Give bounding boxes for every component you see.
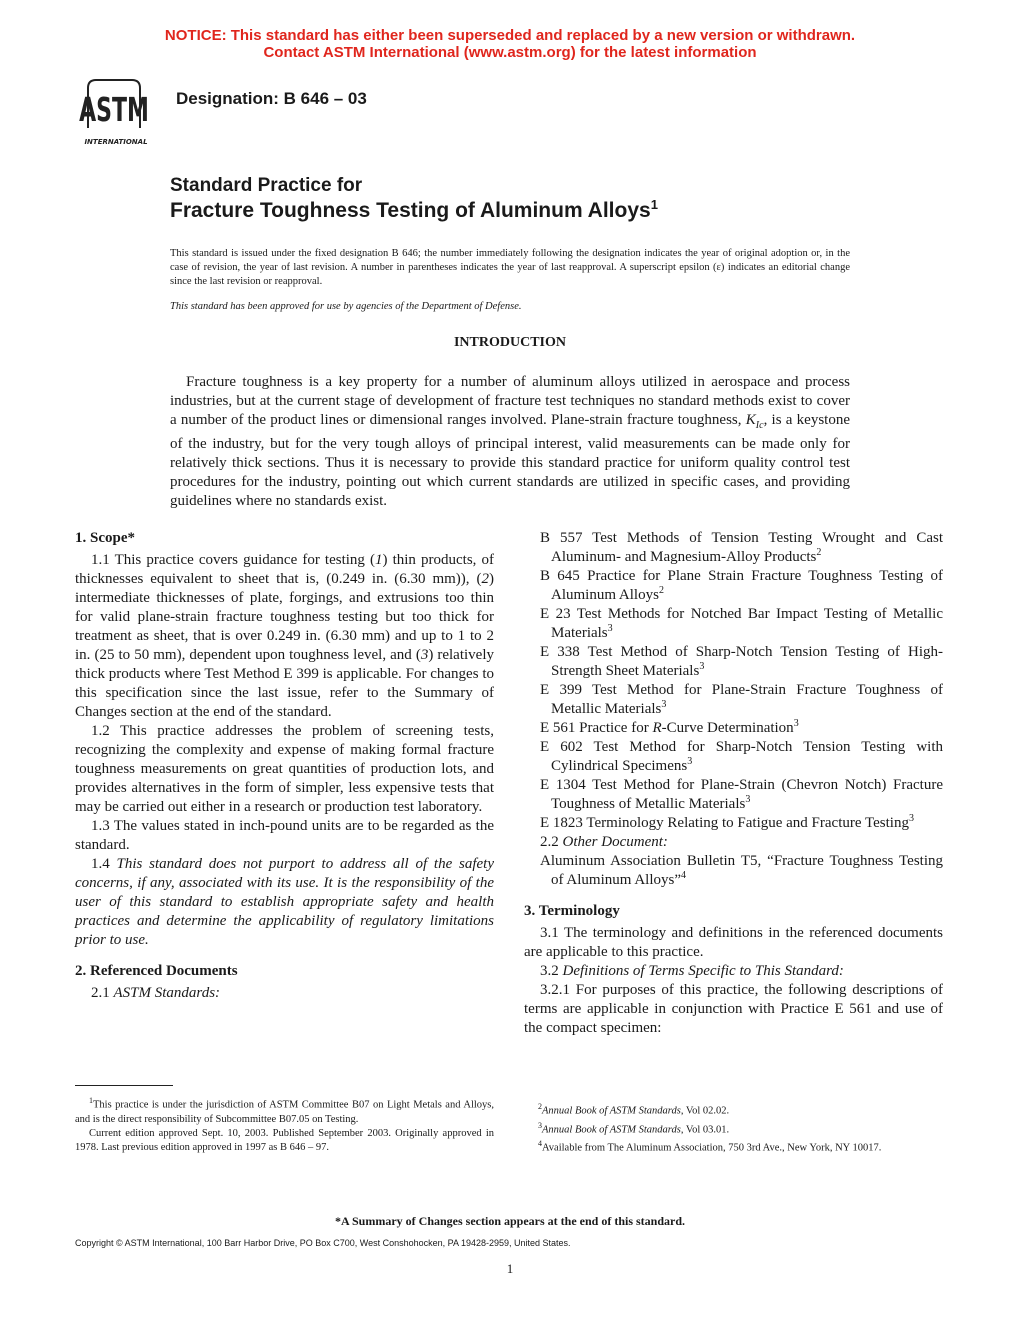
astm-logo-icon <box>70 76 162 148</box>
ref-item: B 557 Test Methods of Tension Testing Wrought and Cast Aluminum- and Magnesium-Alloy Products$^2$ <box>540 530 943 565</box>
designation: Designation: B 646 – 03 <box>176 89 367 108</box>
scope-1-3: 1.3 The values stated in inch-pound units are to be regarded as the standard. <box>75 818 494 853</box>
title-line-1: Standard Practice for <box>170 175 363 196</box>
title-footnote-mark: 1 <box>650 197 658 212</box>
terminology-heading: 3. Terminology <box>524 903 620 919</box>
notice-line-2: Contact ASTM International (www.astm.org) for the latest information <box>263 44 757 61</box>
left-column <box>75 529 494 1003</box>
introduction-heading: INTRODUCTION <box>453 335 566 350</box>
other-document-heading: 2.2 Other Document: <box>540 834 668 850</box>
summary-note: *A Summary of Changes section appears at the end of this standard. <box>334 1214 686 1228</box>
scope-1-2: 1.2 This practice addresses the problem of screening tests, recognizing the complexity and expense of making formal fracture toughness measurements on great quantities of production lots, and provides alternatives in the form of simpler, less expensive tests that may be carried out either in a research or production test laboratory. <box>75 723 494 815</box>
intro-text-a: Fracture toughness is a key property for a number of aluminum alloys utilized in aerospace and process industries, but at the current stage of development of fracture test techniques no standard methods exist to cover a number of the product lines or dimensional ranges involved. Plane-strain fracture toughness, <box>170 374 850 428</box>
k-symbol: K <box>745 412 756 428</box>
page-number: 1 <box>506 1261 514 1276</box>
referenced-heading: 2. Referenced Documents <box>75 963 238 979</box>
scope-1-1: 1.1 This practice covers guidance for testing (1) thin products, of thicknesses equivalent to sheet that is, (0.249 in. (6.30 mm)), (2) intermediate thicknesses of plate, forgings, and extrusions too thin for valid plane-strain fracture toughness testing but too thick for treatment as sheet, that is over 0.249 in. (6.30 mm) and up to 1 to 2 in. (25 to 50 mm), dependent upon toughness level, and (3) relatively thick products where Test Method E 399 is applicable. For changes to this specification since the last issue, refer to the Summary of Changes section at the end of the standard. <box>75 552 494 720</box>
footnotes-right <box>524 1100 943 1156</box>
ref-item-e561: E 561 Practice for R-Curve Determination$^3$ <box>540 718 799 736</box>
ref-item: B 645 Practice for Plane Strain Fracture Toughness Testing of Aluminum Alloys$^2$ <box>540 568 943 603</box>
ref-item: E 1823 Terminology Relating to Fatigue and Fracture Testing$^3$ <box>540 813 914 831</box>
ref-item: E 399 Test Method for Plane-Strain Fracture Toughness of Metallic Materials$^3$ <box>540 682 943 717</box>
footnote-1-edition: Current edition approved Sept. 10, 2003. Published September 2003. Originally approved in 1978. Last previous edition approved in 1997 as B 646 – 97. <box>75 1127 494 1153</box>
withdrawal-notice <box>0 27 1020 61</box>
ref-item: E 338 Test Method of Sharp-Notch Tension Testing of High-Strength Sheet Materials$^3$ <box>540 644 943 679</box>
terminology-3-1: 3.1 The terminology and definitions in the referenced documents are applicable to this practice. <box>524 925 943 960</box>
issued-note: This standard is issued under the fixed designation B 646; the number immediately following the designation indicates the year of original adoption or, in the case of revision, the year of last revision. A number in parentheses indicates the year of last reapproval. A superscript epsilon (ε) indicates an editorial change since the last revision or reapproval. <box>170 248 850 287</box>
footnote-2: $^2$Annual Book of ASTM Standards, Vol 02.02. <box>538 1102 730 1117</box>
title-main: Fracture Toughness Testing of Aluminum Alloys <box>170 199 651 222</box>
terminology-3-2: 3.2 Definitions of Terms Specific to This Standard: <box>540 963 844 979</box>
footnote-1: $^1$This practice is under the jurisdiction of ASTM Committee B07 on Light Metals and Alloys, and is the direct responsibility of Subcommittee B07.05 on Testing. <box>75 1096 494 1125</box>
logo-letters: ASTM <box>79 90 149 130</box>
footnote-4: $^4$Available from The Aluminum Association, 750 3rd Ave., New York, NY 10017. <box>538 1139 882 1154</box>
notice-line-1: NOTICE: This standard has either been superseded and replaced by a new version or withdrawn. <box>164 27 856 44</box>
right-column <box>524 529 943 1038</box>
introduction-body <box>170 373 850 511</box>
copyright: Copyright © ASTM International, 100 Barr Harbor Drive, PO Box C700, West Conshohocken, PA 19428-2959, United States. <box>75 1238 571 1248</box>
scope-1-4: 1.4 This standard does not purport to address all of the safety concerns, if any, associated with its use. It is the responsibility of the user of this standard to establish appropriate safety and health practices and determine the applicability of regulatory limitations prior to use. <box>75 856 495 948</box>
approved-note: This standard has been approved for use by agencies of the Department of Defense. <box>170 301 522 312</box>
intro-text-b: , is a keystone of the industry, but for the very tough alloys of principal interest, valid measurements can be made only for relatively thick sections. Thus it is necessary to provide this standard practice for uniform quality control test procedures for the industry, pointing out which current standards are utilized in specific cases, and providing guidelines where no standards exist. <box>170 412 851 509</box>
referenced-2-1: 2.1 ASTM Standards: <box>91 985 221 1001</box>
astm-logo <box>70 76 162 148</box>
k-subscript: Ic <box>755 420 764 431</box>
ref-item: E 23 Test Methods for Notched Bar Impact Testing of Metallic Materials$^3$ <box>540 606 943 641</box>
logo-subtitle: INTERNATIONAL <box>84 138 148 146</box>
scope-heading: 1. Scope* <box>75 530 135 546</box>
title-line-2 <box>170 199 658 223</box>
ref-item: E 602 Test Method for Sharp-Notch Tension Testing with Cylindrical Specimens$^3$ <box>540 739 943 774</box>
ref-item: E 1304 Test Method for Plane-Strain (Chevron Notch) Fracture Toughness of Metallic Materials$^3$ <box>540 777 943 812</box>
terminology-3-2-1: 3.2.1 For purposes of this practice, the following descriptions of terms are applicable in conjunction with Practice E 561 and use of the compact specimen: <box>524 982 943 1036</box>
footnotes-left <box>75 1085 494 1155</box>
footnote-3: $^3$Annual Book of ASTM Standards, Vol 03.01. <box>538 1120 730 1135</box>
ref-item-aluminum: Aluminum Association Bulletin T5, “Fracture Toughness Testing of Aluminum Alloys”$^4$ <box>540 853 943 888</box>
